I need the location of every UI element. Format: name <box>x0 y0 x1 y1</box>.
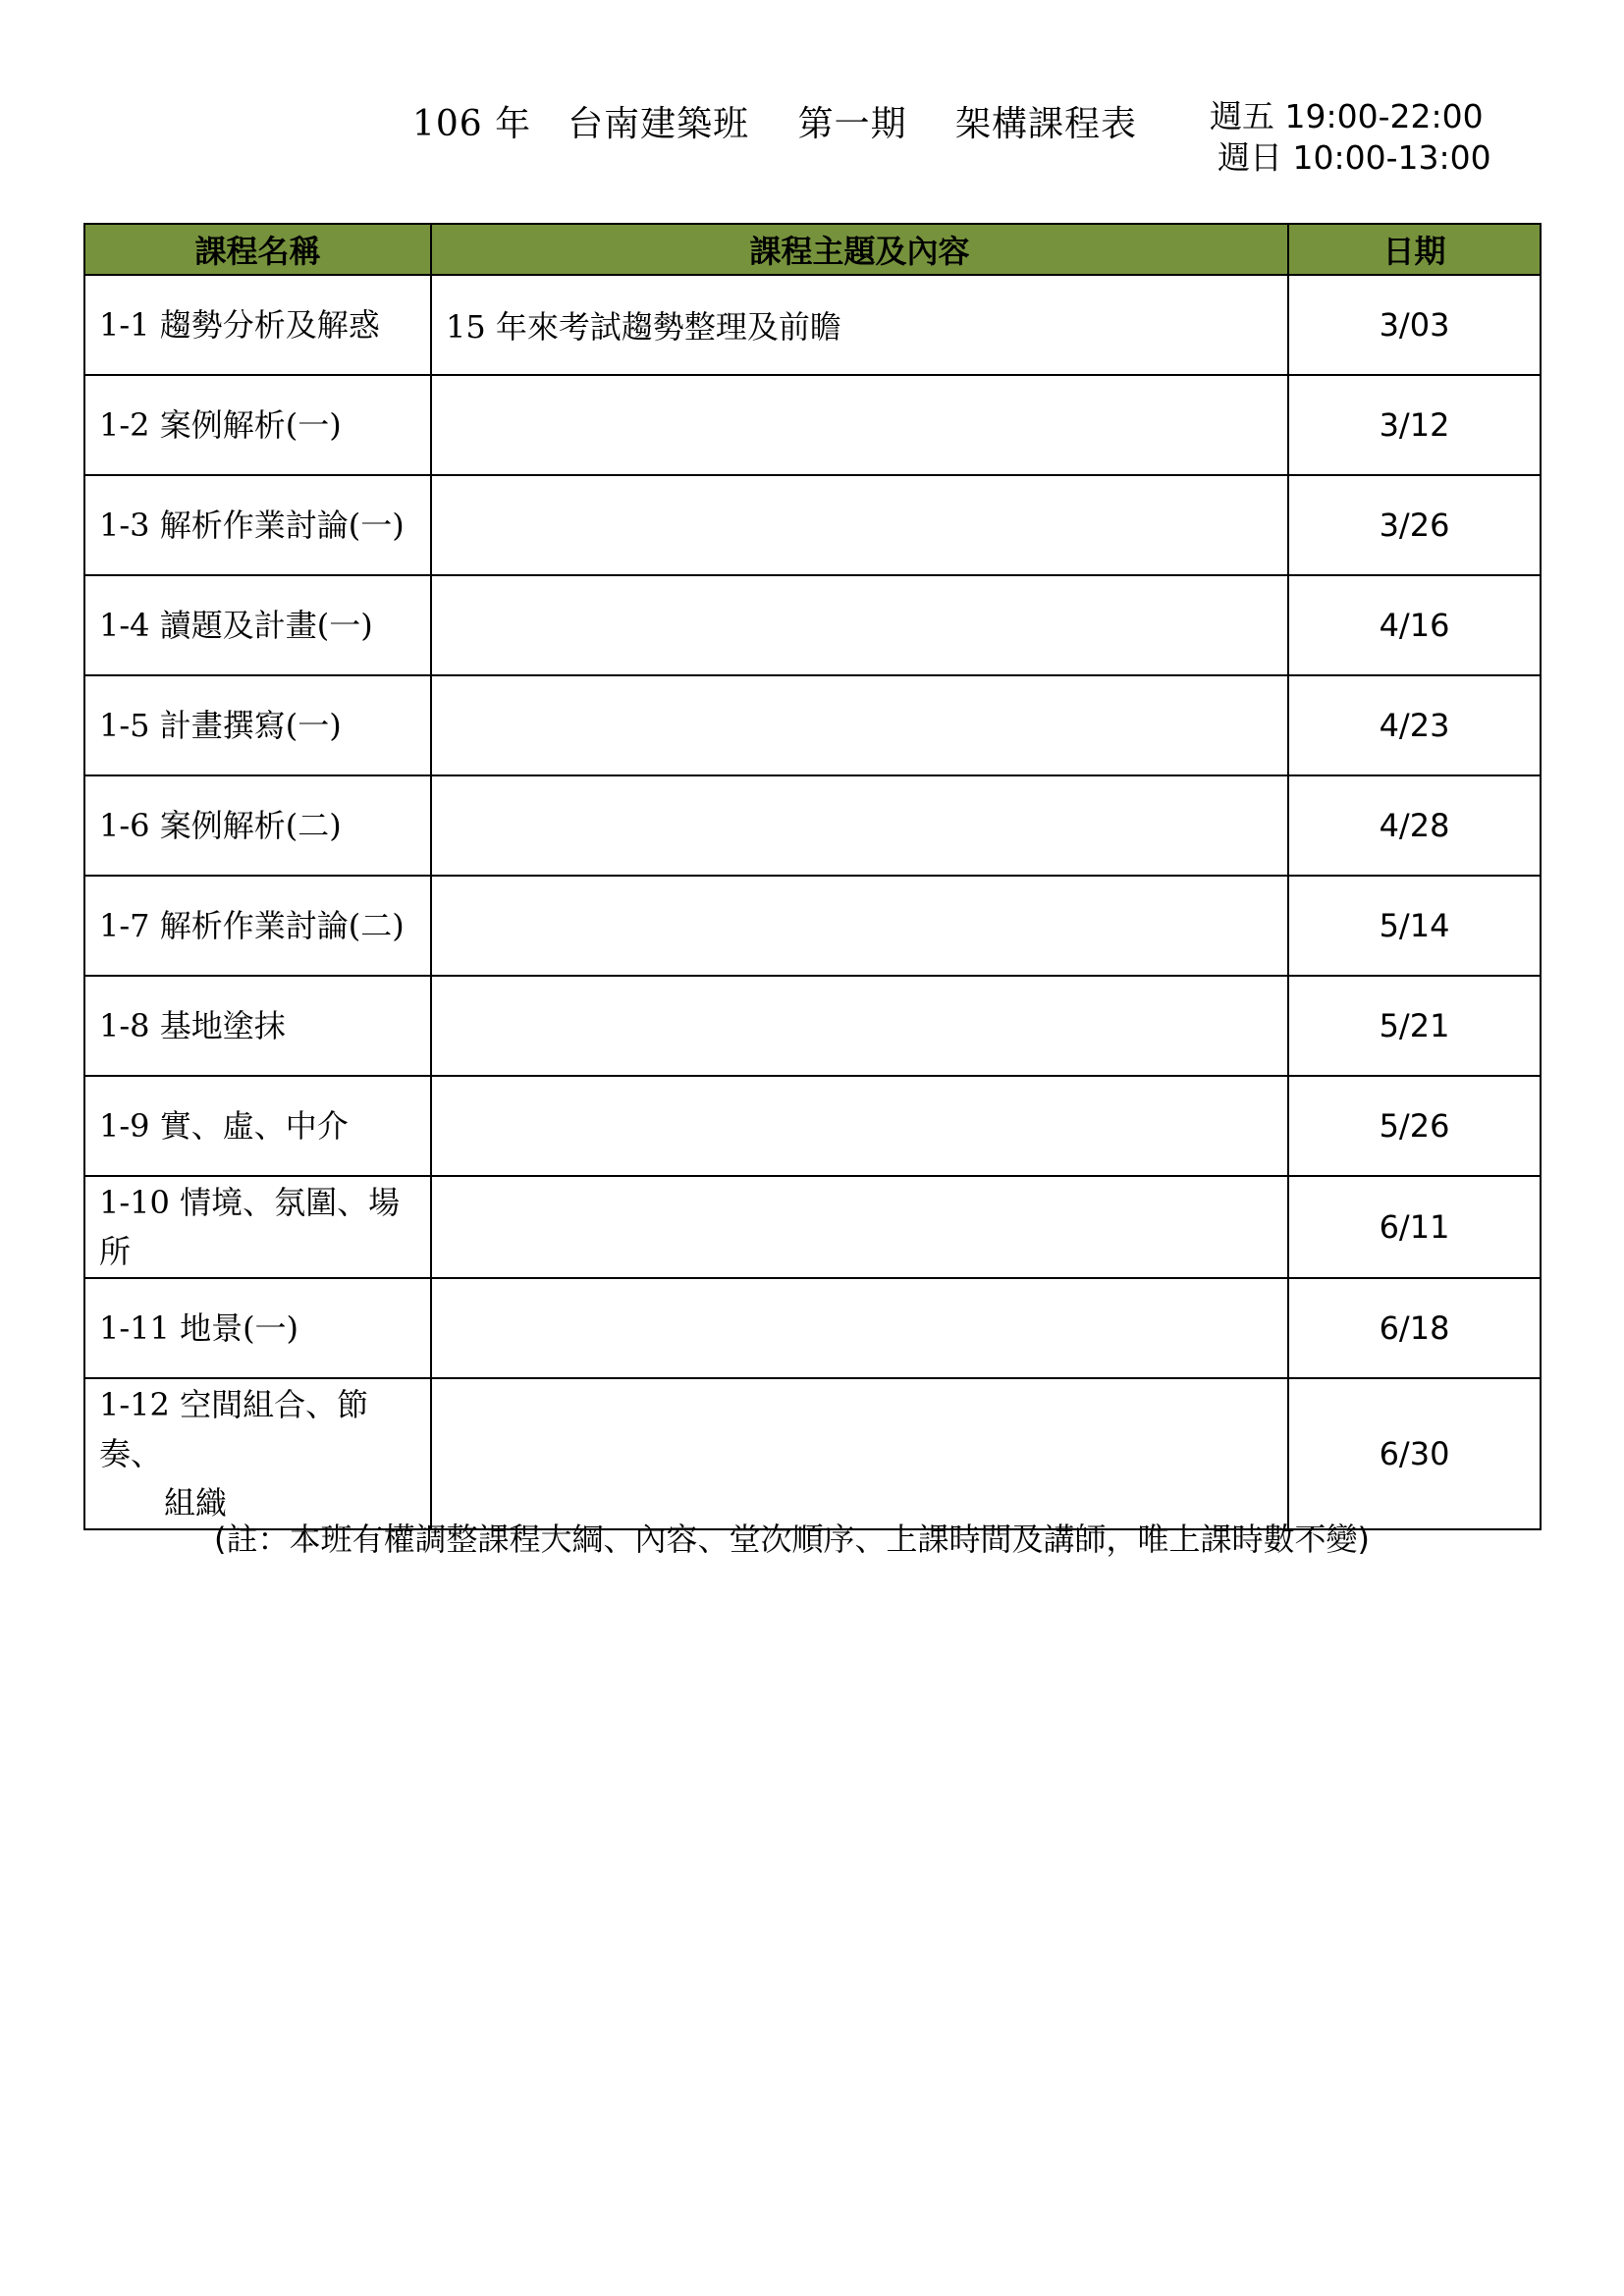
course-date: 6/18 <box>1288 1278 1541 1378</box>
course-topic <box>431 1176 1288 1278</box>
table-row <box>84 475 1541 575</box>
course-table <box>83 223 1542 1530</box>
course-name-line-2: 組織 <box>164 1484 228 1522</box>
schedule-sunday: 週日 10:00-13:00 <box>1218 138 1491 177</box>
course-name-line-1: 1-12 空間組合、節奏、 <box>99 1386 369 1472</box>
course-name: 1-8 基地塗抹 <box>84 976 431 1076</box>
course-date: 4/16 <box>1288 575 1541 675</box>
course-date: 6/11 <box>1288 1176 1541 1278</box>
course-topic <box>431 375 1288 475</box>
course-topic <box>431 1076 1288 1176</box>
course-name: 1-7 解析作業討論(二) <box>84 876 431 976</box>
table-row <box>84 375 1541 475</box>
course-name: 1-6 案例解析(二) <box>84 775 431 876</box>
table-header-row <box>84 224 1541 275</box>
course-name-line-2: 所 <box>99 1233 132 1270</box>
course-name: 1-9 實、虛、中介 <box>84 1076 431 1176</box>
course-topic <box>431 475 1288 575</box>
table-row <box>84 675 1541 775</box>
course-name: 1-3 解析作業討論(一) <box>84 475 431 575</box>
course-name <box>84 1176 431 1278</box>
table-row <box>84 976 1541 1076</box>
course-date: 5/14 <box>1288 876 1541 976</box>
table-row <box>84 275 1541 375</box>
course-date: 5/21 <box>1288 976 1541 1076</box>
course-topic <box>431 1378 1288 1529</box>
course-topic <box>431 775 1288 876</box>
course-date: 6/30 <box>1288 1378 1541 1529</box>
course-date: 3/26 <box>1288 475 1541 575</box>
course-topic <box>431 675 1288 775</box>
course-date: 5/26 <box>1288 1076 1541 1176</box>
page-title: 106 年 台南建築班 第一期 架構課程表 <box>412 104 1138 144</box>
table-row <box>84 1378 1541 1529</box>
course-name <box>84 1378 431 1529</box>
course-name: 1-1 趨勢分析及解惑 <box>84 275 431 375</box>
table-row <box>84 1176 1541 1278</box>
course-topic <box>431 575 1288 675</box>
course-topic <box>431 1278 1288 1378</box>
course-date: 4/23 <box>1288 675 1541 775</box>
table-row <box>84 1076 1541 1176</box>
column-header-course-name: 課程名稱 <box>84 224 431 275</box>
table-row <box>84 1278 1541 1378</box>
course-date: 4/28 <box>1288 775 1541 876</box>
course-name-line-1: 1-10 情境、氛圍、場 <box>99 1184 401 1221</box>
course-date: 3/12 <box>1288 375 1541 475</box>
column-header-topic: 課程主題及內容 <box>431 224 1288 275</box>
footnote: (註：本班有權調整課程大綱、內容、堂次順序、上課時間及講師，唯上課時數不變) <box>214 1521 1370 1558</box>
course-date: 3/03 <box>1288 275 1541 375</box>
course-name: 1-11 地景(一) <box>84 1278 431 1378</box>
course-topic <box>431 876 1288 976</box>
schedule-friday: 週五 19:00-22:00 <box>1210 97 1484 135</box>
course-name: 1-5 計畫撰寫(一) <box>84 675 431 775</box>
column-header-date: 日期 <box>1288 224 1541 275</box>
table-row <box>84 575 1541 675</box>
course-topic <box>431 976 1288 1076</box>
course-name: 1-4 讀題及計畫(一) <box>84 575 431 675</box>
table-row <box>84 775 1541 876</box>
course-name: 1-2 案例解析(一) <box>84 375 431 475</box>
class-schedule <box>1210 96 1491 179</box>
course-topic: 15 年來考試趨勢整理及前瞻 <box>431 275 1288 375</box>
table-row <box>84 876 1541 976</box>
